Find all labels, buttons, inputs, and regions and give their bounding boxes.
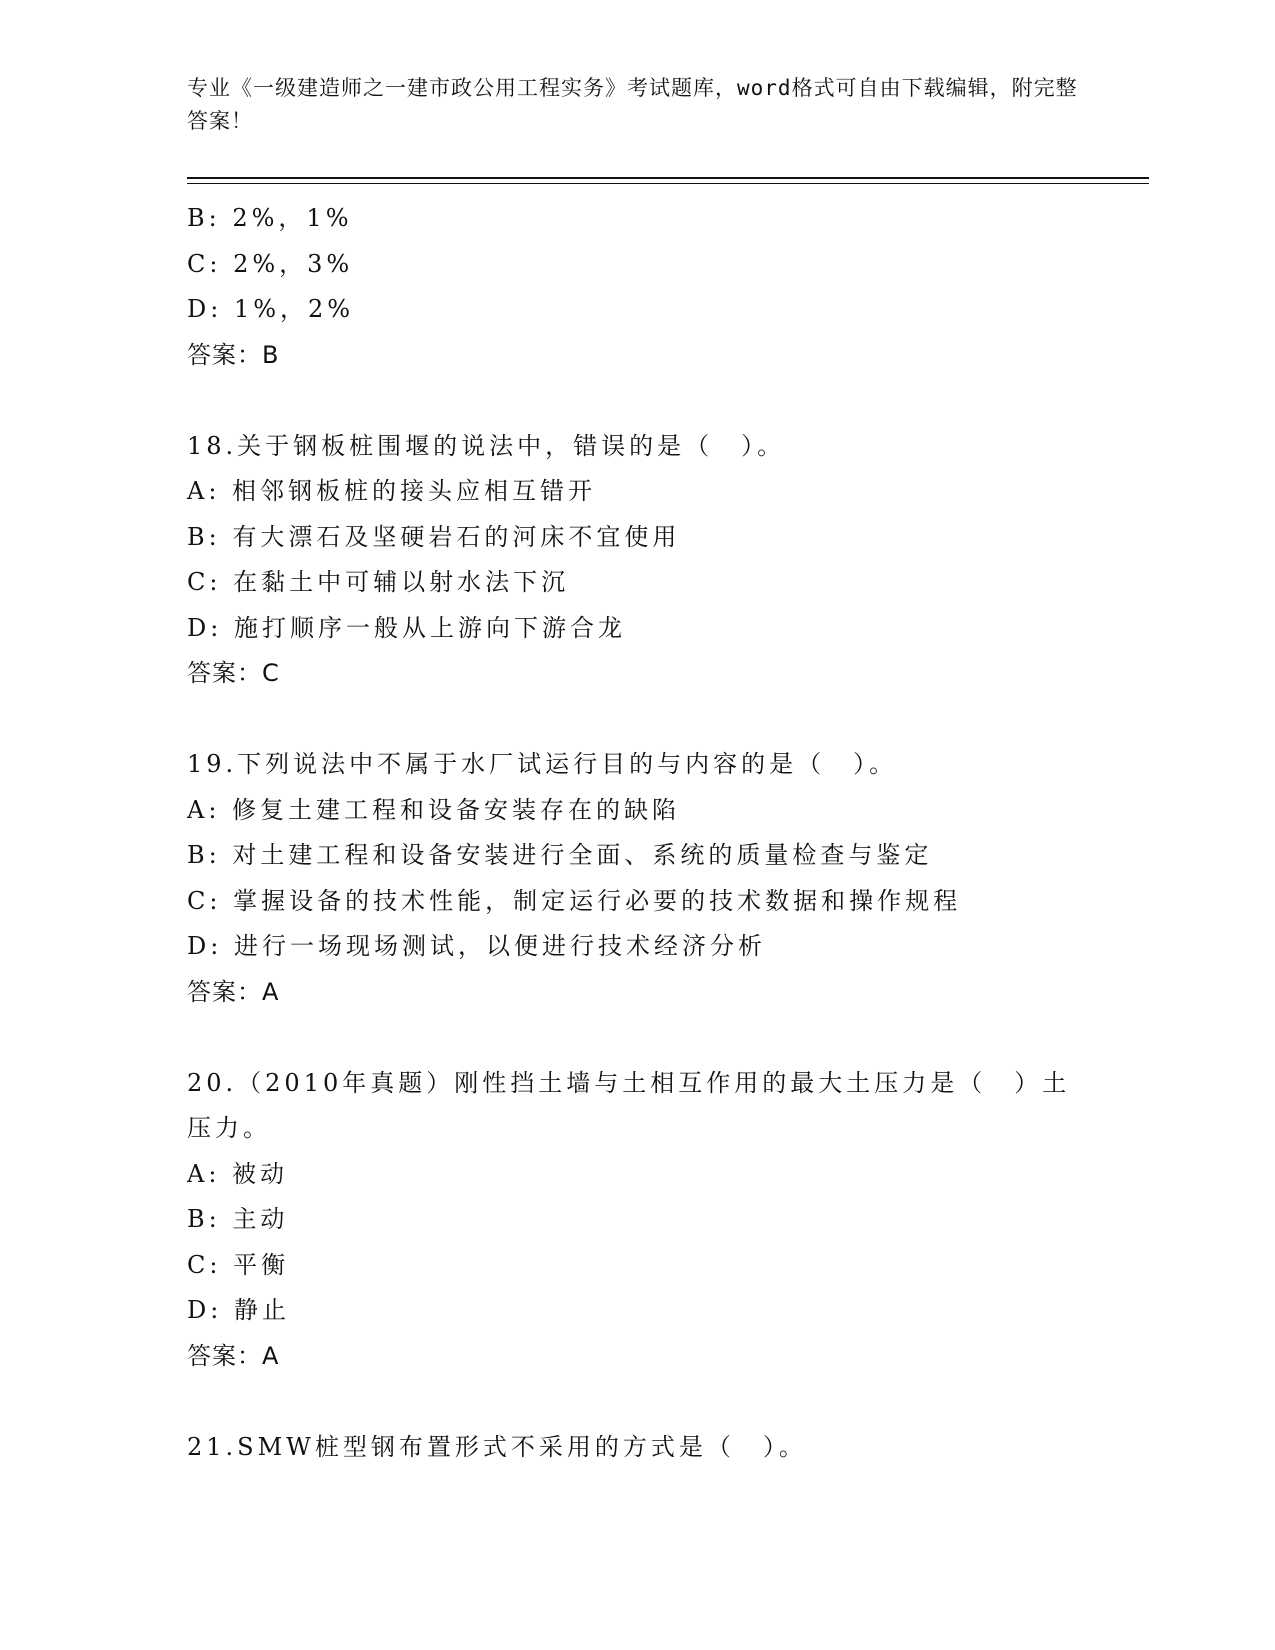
option-d: D: 进行一场现场测试，以便进行技术经济分析 bbox=[187, 932, 766, 960]
option-c: C: 2%，3% bbox=[187, 249, 354, 278]
question-stem: 21.SMW桩型钢布置形式不采用的方式是（ ）。 bbox=[187, 1432, 807, 1461]
question-20 bbox=[187, 1061, 1087, 1380]
page-header bbox=[187, 72, 1087, 138]
question-17-tail bbox=[187, 196, 1087, 378]
option-c: C: 在黏土中可辅以射水法下沉 bbox=[187, 568, 570, 596]
answer: 答案：B bbox=[187, 340, 280, 369]
answer: 答案：A bbox=[187, 977, 280, 1006]
option-a: A: 修复土建工程和设备安装存在的缺陷 bbox=[187, 795, 681, 824]
option-d: D: 施打顺序一般从上游向下游合龙 bbox=[187, 613, 626, 642]
question-21 bbox=[187, 1425, 1087, 1471]
option-a: A: 相邻钢板桩的接头应相互错开 bbox=[187, 477, 597, 505]
header-divider-thin bbox=[187, 183, 1149, 184]
option-c: C: 掌握设备的技术性能，制定运行必要的技术数据和操作规程 bbox=[187, 886, 962, 915]
spacer bbox=[187, 1379, 1087, 1425]
question-18 bbox=[187, 424, 1087, 697]
option-a: A: 被动 bbox=[187, 1159, 289, 1188]
header-text: 专业《一级建造师之一建市政公用工程实务》考试题库，word格式可自由下载编辑，附完整答案！ bbox=[187, 76, 1078, 133]
question-list bbox=[187, 196, 1087, 1470]
option-d: D: 1%，2% bbox=[187, 295, 355, 323]
option-b: B: 有大漂石及坚硬岩石的河床不宜使用 bbox=[187, 522, 681, 551]
option-b: B: 对土建工程和设备安装进行全面、系统的质量检查与鉴定 bbox=[187, 841, 933, 869]
option-c: C: 平衡 bbox=[187, 1250, 290, 1279]
question-stem: 19.下列说法中不属于水厂试运行目的与内容的是（ ）。 bbox=[187, 750, 898, 778]
spacer bbox=[187, 1015, 1087, 1061]
spacer bbox=[187, 378, 1087, 424]
option-d: D: 静止 bbox=[187, 1296, 290, 1324]
question-stem: 18.关于钢板桩围堰的说法中，错误的是（ ）。 bbox=[187, 431, 786, 460]
option-b: B: 主动 bbox=[187, 1205, 289, 1233]
answer: 答案：A bbox=[187, 1341, 280, 1370]
answer: 答案：C bbox=[187, 659, 280, 687]
spacer bbox=[187, 697, 1087, 743]
question-stem: 20.（2010年真题）刚性挡土墙与土相互作用的最大土压力是（ ）土压力。 bbox=[187, 1068, 1071, 1142]
option-b: B: 2%，1% bbox=[187, 204, 353, 232]
header-divider-thick bbox=[187, 177, 1149, 179]
question-19 bbox=[187, 742, 1087, 1015]
